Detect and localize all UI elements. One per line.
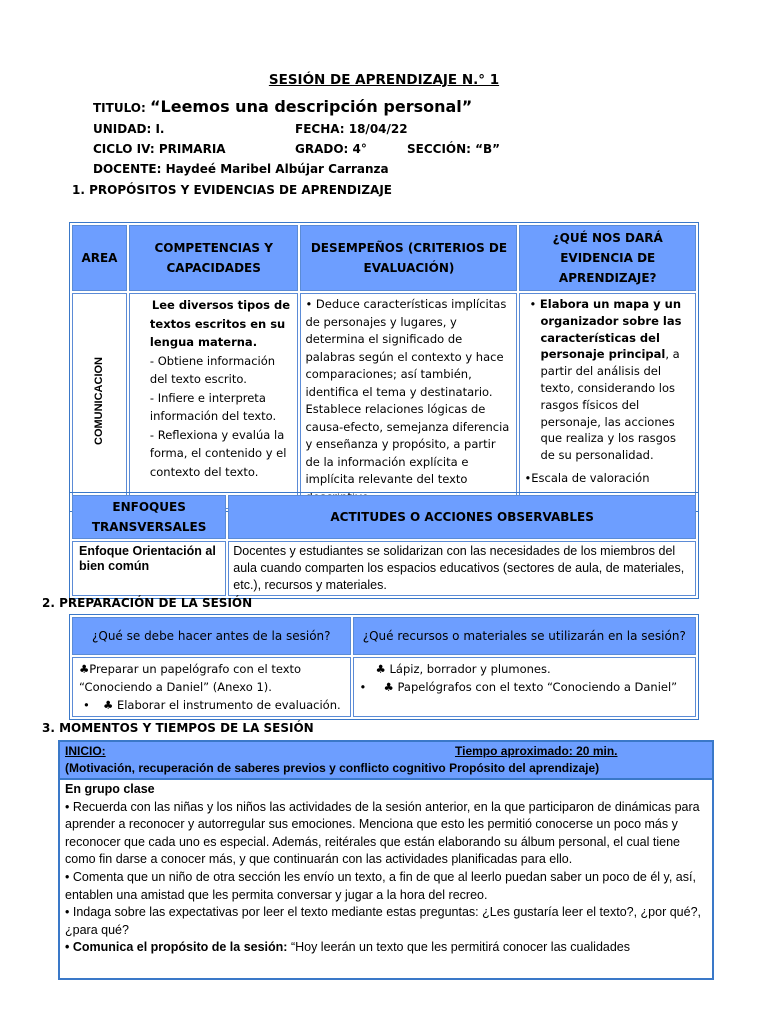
section2-heading: 2. PREPARACIÓN DE LA SESIÓN <box>42 596 253 610</box>
proposito-label: • Comunica el propósito de la sesión: <box>65 940 288 955</box>
competencia-item: - Reflexiona y evalúa la forma, el contenido y el contexto del texto. <box>149 427 287 479</box>
area-cell <box>72 293 127 509</box>
competencia-title: Lee diversos tipos de textos escritos en su lengua materna. <box>149 298 291 349</box>
recursos-item-2-text: ♣ Papelógrafos con el texto “Conociendo a Daniel” <box>383 680 678 694</box>
competencia-item: - Obtiene información del texto escrito. <box>149 353 276 386</box>
actitud-cell <box>228 541 696 596</box>
seccion-field: SECCIÓN: “B” <box>407 142 501 156</box>
desempeno-text: • Deduce características implícitas de personajes y lugares, y determina el significado de palabras según el contexto y hace comparaciones; así también, identifica el tema y destinatario. Establece relaciones lógicas de causa-efecto, semejanza diferencia y enseñanza y propósito, a partir de la información explícita e implícita relevante del texto <box>305 297 510 486</box>
inicio-paragraph: • Recuerda con las niñas y los niños las actividades de la sesión anterior, en la que participaron de dinámicas para aprender a reconocer y autorregular sus emociones. Menciona que esto les permitió conocerse un poco más y reconocer que cada uno es especial. Además, reitérales que están elaborando su álbum personal, el cual tiene como fin darse a conocer más, y que continuarán con las actividades planificadas para ello. <box>65 799 700 867</box>
momentos-table <box>58 740 714 980</box>
actitud-value: Docentes y estudiantes se solidarizan con las necesidades de los miembros del aula cuando comparten los espacios educativos (sectores de aula, de materiales, etc.), recursos y materiales. <box>233 544 685 592</box>
competencias-cell <box>129 293 299 509</box>
evidencia-cell <box>519 293 696 509</box>
antes-item-2-text: ♣ Elaborar el instrumento de evaluación. <box>103 698 341 712</box>
proposito-text: “Hoy leerán un texto que les permitirá conocer las cualidades <box>287 940 631 955</box>
antes-bullet: • <box>83 698 90 712</box>
evidencia-rest: , a partir del análisis del texto, considerando los rasgos físicos del personaje, las acciones que realiza y los rasgos de su personalidad. <box>540 347 680 463</box>
header-desempenos: DESEMPEÑOS (CRITERIOS DE EVALUACIÓN) <box>300 225 517 291</box>
header-area: AREA <box>72 225 127 291</box>
header-competencias: COMPETENCIAS Y CAPACIDADES <box>129 225 299 291</box>
antes-item-2 <box>79 696 344 714</box>
inicio-label: INICIO: <box>65 744 106 758</box>
inicio-header <box>60 742 712 778</box>
desempeno-cell <box>300 293 517 509</box>
evidencia-escala: •Escala de valoración <box>524 470 650 485</box>
recursos-item-2 <box>360 678 689 696</box>
unidad-field: UNIDAD: I. <box>93 122 165 136</box>
header-enfoques: ENFOQUES TRANSVERSALES <box>72 495 226 539</box>
recursos-bullet: • <box>359 680 367 694</box>
competencia-item: - Infiere e interpreta información del texto. <box>149 390 277 423</box>
ciclo-field: CICLO IV: PRIMARIA <box>93 142 226 156</box>
fecha-field: FECHA: 18/04/22 <box>295 122 408 136</box>
grupo-label: En grupo clase <box>65 782 155 796</box>
section1-heading: 1. PROPÓSITOS Y EVIDENCIAS DE APRENDIZAJE <box>72 183 393 197</box>
header-evidencia: ¿QUÉ NOS DARÁ EVIDENCIA DE APRENDIZAJE? <box>519 225 696 291</box>
inicio-body <box>60 778 712 978</box>
propositos-table <box>69 222 699 512</box>
area-value: COMUNICACION <box>93 357 106 445</box>
inicio-paragraph: • Comenta que un niño de otra sección les envío un texto, a fin de que al leerlo puedan saber un poco de él y, así, entablen una amistad que les permita conversar y jugar a la hora del recreo. <box>65 869 696 902</box>
docente-field: DOCENTE: Haydeé Maribel Albújar Carranza <box>93 162 389 176</box>
header-actitudes: ACTITUDES O ACCIONES OBSERVABLES <box>228 495 696 539</box>
header-recursos: ¿Qué recursos o materiales se utilizarán en la sesión? <box>353 617 696 655</box>
enfoque-cell <box>72 541 226 596</box>
titulo-value: “Leemos una descripción personal” <box>150 97 473 116</box>
inicio-paragraph <box>65 939 707 957</box>
antes-item: ♣Preparar un papelógrafo con el texto “Conociendo a Daniel” (Anexo 1). <box>79 662 302 694</box>
preparacion-table <box>69 614 699 720</box>
enfoques-table <box>69 492 699 599</box>
recursos-cell <box>353 657 696 717</box>
antes-cell <box>72 657 351 717</box>
grado-field: GRADO: 4° <box>295 142 367 156</box>
inicio-subtitle: (Motivación, recuperación de saberes previos y conflicto cognitivo Propósito del aprendizaje) <box>65 761 600 775</box>
recursos-item: ♣ Lápiz, borrador y plumones. <box>375 662 551 676</box>
evidencia-bold: Elabora un mapa y un organizador sobre las características del personaje principal <box>539 297 682 362</box>
section3-heading: 3. MOMENTOS Y TIEMPOS DE LA SESIÓN <box>42 721 314 735</box>
titulo-line <box>93 97 472 116</box>
inicio-paragraph: • Indaga sobre las expectativas por leer el texto mediante estas preguntas: ¿Les gustaría leer el texto?, ¿por qué?, ¿para qué? <box>65 905 701 937</box>
evidencia-bullet: • <box>529 297 537 311</box>
enfoque-value: Enfoque Orientación al bien común <box>79 544 216 573</box>
tiempo-label: Tiempo aproximado: 20 min. <box>455 744 618 758</box>
document-title: SESIÓN DE APRENDIZAJE N.° 1 <box>268 72 500 88</box>
titulo-label: TITULO: <box>93 101 146 115</box>
evidencia-text <box>524 296 691 464</box>
header-antes: ¿Qué se debe hacer antes de la sesión? <box>72 617 351 655</box>
